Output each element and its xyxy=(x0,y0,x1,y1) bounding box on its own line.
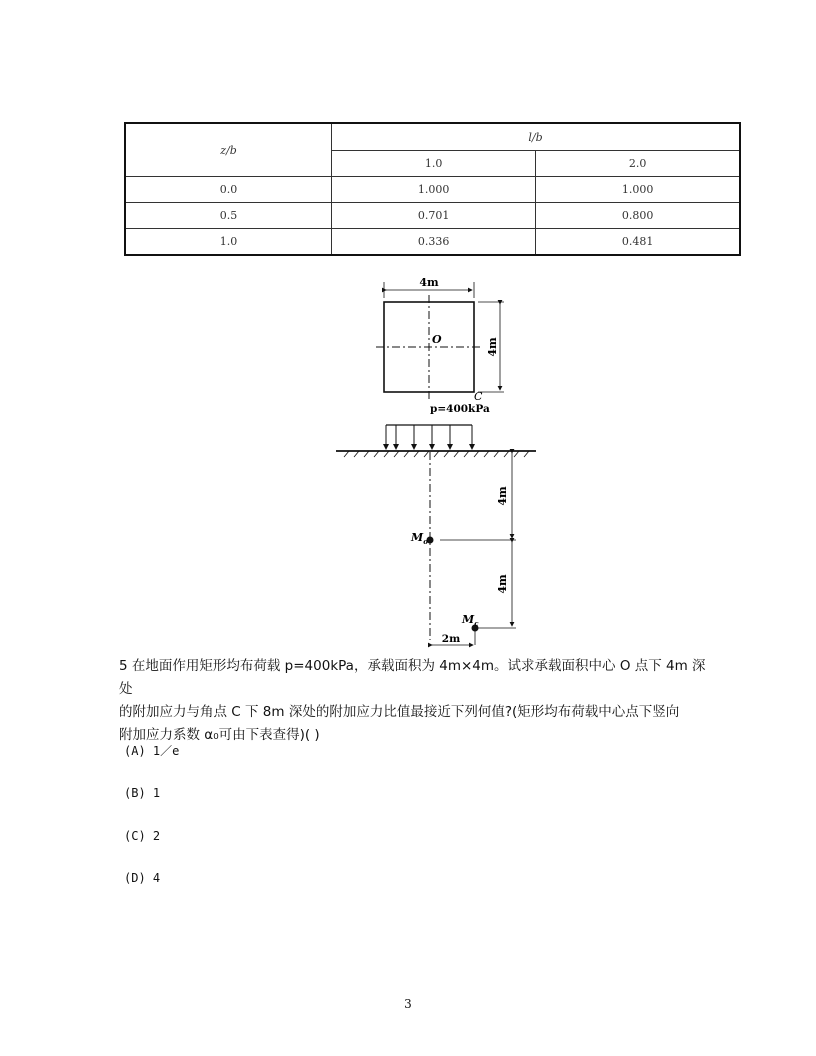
offset-label: 2m xyxy=(441,633,461,645)
option-c[interactable]: (C) 2 xyxy=(124,829,161,843)
height-label: 4m xyxy=(486,337,499,357)
svg-text:Mc xyxy=(461,613,479,628)
coefficient-table xyxy=(124,122,741,256)
row-value-2: 0.800 xyxy=(536,203,740,229)
page-number: 3 xyxy=(404,997,412,1011)
question-line-2: 的附加应力与角点 C 下 8m 深处的附加应力比值最接近下列何值?(矩形均布荷载中心点下竖向 xyxy=(119,704,680,720)
option-b[interactable]: (B) 1 xyxy=(124,786,161,800)
depth1-label: 4m xyxy=(496,486,509,506)
row-value-1: 0.701 xyxy=(332,203,536,229)
option-a[interactable]: (A) 1／e xyxy=(124,744,180,758)
question-line-3: 附加应力系数 α₀可由下表查得)( ) xyxy=(119,727,320,743)
row-zb: 0.0 xyxy=(125,177,332,203)
question-text xyxy=(119,655,719,747)
col-header-2: 2.0 xyxy=(536,151,740,177)
row-zb: 0.5 xyxy=(125,203,332,229)
row-value-2: 0.481 xyxy=(536,229,740,256)
row-value-1: 0.336 xyxy=(332,229,536,256)
depth2-label: 4m xyxy=(496,574,509,594)
row-zb: 1.0 xyxy=(125,229,332,256)
col-header-1: 1.0 xyxy=(332,151,536,177)
svg-text:Mo xyxy=(410,531,428,546)
table-row xyxy=(125,229,740,256)
point-mo-label: M xyxy=(411,531,424,544)
table-row xyxy=(125,203,740,229)
point-mc-label: M xyxy=(462,613,475,626)
corner-c-label: C xyxy=(474,390,483,403)
load-diagram xyxy=(330,270,550,650)
center-o-label: O xyxy=(432,333,442,346)
option-d[interactable]: (D) 4 xyxy=(124,871,161,885)
table-row xyxy=(125,177,740,203)
point-mc-sub: c xyxy=(474,619,479,628)
row-value-2: 1.000 xyxy=(536,177,740,203)
point-mo-sub: o xyxy=(423,537,428,546)
zb-header: z/b xyxy=(125,123,332,177)
load-label: p=400kPa xyxy=(430,403,490,415)
question-line-1: 5 在地面作用矩形均布荷载 p=400kPa，承载面积为 4m×4m。试求承载面积中心 O 点下 4m 深处 xyxy=(119,658,706,697)
row-value-1: 1.000 xyxy=(332,177,536,203)
lb-header: l/b xyxy=(332,123,741,151)
width-label: 4m xyxy=(419,276,439,289)
